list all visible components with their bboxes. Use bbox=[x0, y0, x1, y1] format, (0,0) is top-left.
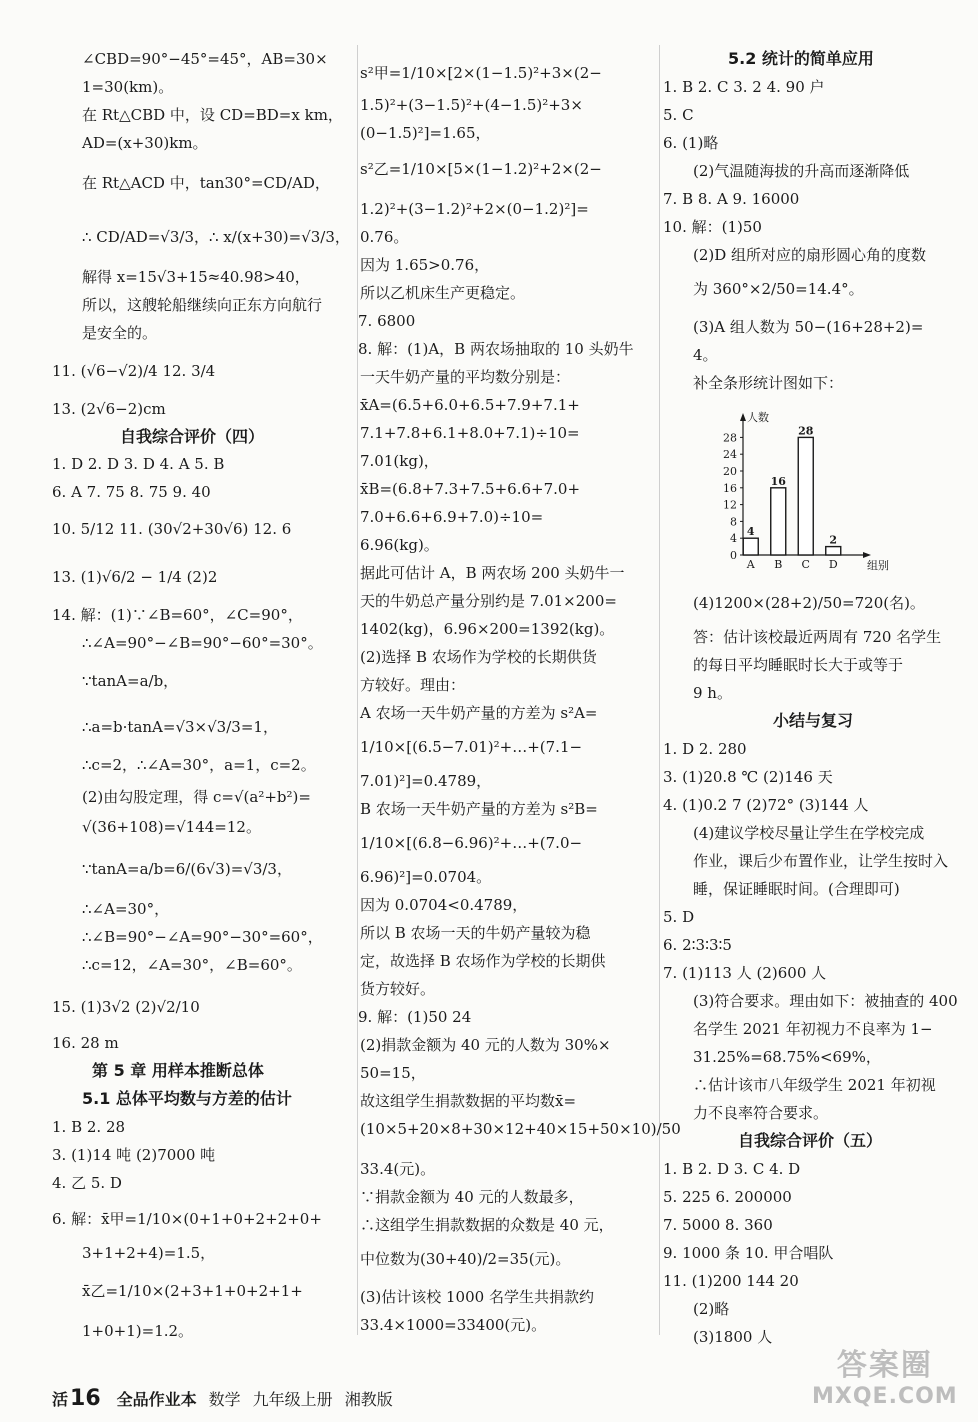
answer-line: ∵tanA=a/b， bbox=[82, 672, 179, 690]
x-tick-label: D bbox=[828, 558, 838, 571]
answer-line: 定，故选择 B 农场作为学校的长期供 bbox=[360, 952, 606, 970]
subject: 数学 bbox=[208, 1390, 241, 1409]
answer-line: ∴估计该市八年级学生 2021 年初视 bbox=[693, 1076, 936, 1094]
answer-line: 补全条形统计图如下： bbox=[693, 374, 844, 392]
answer-line: ∴c=2，∴∠A=30°，a=1，c=2。 bbox=[82, 756, 316, 774]
answer-line: 4. 乙 5. D bbox=[52, 1174, 122, 1192]
answer-line: ∴∠A=30°， bbox=[82, 900, 170, 918]
answer-line: ∴这组学生捐款数据的众数是 40 元， bbox=[360, 1216, 614, 1234]
y-axis-label: 人数 bbox=[747, 411, 769, 424]
answer-line: 因为 0.0704<0.4789， bbox=[360, 896, 528, 914]
footer-prefix: 活 bbox=[52, 1390, 69, 1409]
column-divider-1 bbox=[357, 45, 358, 1335]
answer-line: 13. (2√6−2)cm bbox=[52, 400, 166, 418]
answer-line: 1=30(km)。 bbox=[82, 78, 174, 96]
answer-line: 10. 5/12 11. (30√2+30√6) 12. 6 bbox=[52, 520, 292, 538]
watermark-url: MXQE.COM bbox=[812, 1384, 958, 1409]
answer-line: 名学生 2021 年初视力不良率为 1− bbox=[693, 1020, 933, 1038]
answer-line: 所以乙机床生产更稳定。 bbox=[360, 284, 526, 302]
y-tick-label: 28 bbox=[723, 431, 737, 445]
answer-line: s²甲=1/10×[2×(1−1.5)²+3×(2− bbox=[360, 64, 602, 82]
answer-line: ∴ CD/AD=√3/3，∴ x/(x+30)=√3/3， bbox=[82, 228, 350, 246]
answer-line: 1/10×[(6.5−7.01)²+…+(7.1− bbox=[360, 738, 583, 756]
answer-line: 10. 解：(1)50 bbox=[663, 218, 762, 236]
answer-line: 6.96(kg)。 bbox=[360, 536, 439, 554]
page-number: 16 bbox=[70, 1386, 101, 1411]
answer-line: 6. 解：x̄甲=1/10×(0+1+0+2+2+0+ bbox=[52, 1210, 322, 1228]
bar-C bbox=[798, 437, 813, 555]
y-tick-label: 12 bbox=[723, 498, 737, 512]
bar-value-label: 16 bbox=[770, 474, 786, 488]
answer-line: x̄B=(6.8+7.3+7.5+6.6+7.0+ bbox=[360, 480, 581, 498]
answer-line: 33.4(元)。 bbox=[360, 1160, 436, 1178]
answer-line: (2)略 bbox=[693, 1300, 730, 1318]
answer-line: (2)气温随海拔的升高而逐渐降低 bbox=[693, 162, 910, 180]
answer-line: (3)A 组人数为 50−(16+28+2)= bbox=[693, 318, 924, 336]
answer-line: (4)建议学校尽量让学生在学校完成 bbox=[693, 824, 925, 842]
book-title: 全品作业本 bbox=[116, 1390, 197, 1409]
answer-line: ∠CBD=90°−45°=45°，AB=30× bbox=[82, 50, 328, 68]
answer-line: 在 Rt△ACD 中，tan30°=CD/AD， bbox=[82, 174, 330, 192]
answer-line: 5. D bbox=[663, 908, 695, 926]
answer-line: A 农场一天牛奶产量的方差为 s²A= bbox=[360, 704, 598, 722]
answer-line: 因为 1.65>0.76， bbox=[360, 256, 490, 274]
answer-line: 中位数为(30+40)/2=35(元)。 bbox=[360, 1250, 571, 1268]
answer-line: ∵tanA=a/b=6/(6√3)=√3/3， bbox=[82, 860, 292, 878]
answer-line: 5. 225 6. 200000 bbox=[663, 1188, 792, 1206]
answer-line: 6. A 7. 75 8. 75 9. 40 bbox=[52, 483, 211, 501]
y-tick-label: 24 bbox=[723, 448, 737, 462]
answer-line: 1. D 2. 280 bbox=[663, 740, 747, 758]
answer-line: 据此可估计 A，B 两农场 200 头奶牛一 bbox=[360, 564, 625, 582]
x-tick-label: A bbox=[746, 558, 755, 571]
bar-A bbox=[743, 538, 758, 555]
answer-line: 7.1+7.8+6.1+8.0+7.1)÷10= bbox=[360, 424, 580, 442]
grade: 九年级上册 bbox=[252, 1390, 333, 1409]
bar-chart bbox=[703, 405, 889, 580]
answer-line: 3+1+2+4)=1.5， bbox=[82, 1244, 216, 1262]
y-tick-label: 16 bbox=[723, 481, 737, 495]
footer bbox=[52, 1386, 393, 1411]
answer-line: (3)估计该校 1000 名学生共捐款约 bbox=[360, 1288, 594, 1306]
answer-line: 1. D 2. D 3. D 4. A 5. B bbox=[52, 455, 225, 473]
bar-B bbox=[771, 488, 786, 555]
answer-line: 9 h。 bbox=[693, 684, 732, 702]
answer-line: 1.5)²+(3−1.5)²+(4−1.5)²+3× bbox=[360, 96, 583, 114]
answer-line: 作业，课后少布置作业，让学生按时入 bbox=[693, 852, 949, 870]
answer-line: 1/10×[(6.8−6.96)²+…+(7.0− bbox=[360, 834, 583, 852]
answer-line: 5. C bbox=[663, 106, 694, 124]
answer-line: √(36+108)=√144=12。 bbox=[82, 818, 261, 836]
x-tick-label: B bbox=[774, 558, 783, 571]
answer-line: 4。 bbox=[693, 346, 718, 364]
answer-line: 7.01)²]=0.4789， bbox=[360, 772, 492, 790]
answer-line: 7. B 8. A 9. 16000 bbox=[663, 190, 800, 208]
answer-line: 为 360°×2/50=14.4°。 bbox=[693, 280, 864, 298]
y-axis-arrow bbox=[740, 413, 746, 421]
answer-line: 13. (1)√6/2 − 1/4 (2)2 bbox=[52, 568, 218, 586]
answer-line: ∴∠B=90°−∠A=90°−30°=60°， bbox=[82, 928, 323, 946]
answer-line: 的每日平均睡眠时长大于或等于 bbox=[693, 656, 904, 674]
answer-line: 50=15， bbox=[360, 1064, 426, 1082]
bar-value-label: 4 bbox=[746, 525, 755, 539]
watermark-logo bbox=[812, 1340, 958, 1409]
answer-line: (2)D 组所对应的扇形圆心角的度数 bbox=[693, 246, 927, 264]
answer-line: 7. (1)113 人 (2)600 人 bbox=[663, 964, 827, 982]
answer-line: 在 Rt△CBD 中，设 CD=BD=x km， bbox=[82, 106, 343, 124]
answer-line: 7. 6800 bbox=[358, 312, 416, 330]
answer-line: s²乙=1/10×[5×(1−1.2)²+2×(2− bbox=[360, 160, 602, 178]
answer-line: 1.2)²+(3−1.2)²+2×(0−1.2)²]= bbox=[360, 200, 589, 218]
answer-line: (2)捐款金额为 40 元的人数为 30%× bbox=[360, 1036, 611, 1054]
answer-line: 解得 x=15√3+15≈40.98>40， bbox=[82, 268, 310, 286]
answer-line: 31.25%=68.75%<69%， bbox=[693, 1048, 881, 1066]
x-axis-label: 组别 bbox=[867, 559, 889, 572]
answer-line: 9. 解：(1)50 24 bbox=[358, 1008, 472, 1026]
answer-line: (0−1.5)²]=1.65， bbox=[360, 124, 491, 142]
answer-line: 睡，保证睡眠时间。(合理即可) bbox=[693, 880, 900, 898]
answer-line: 11. (√6−√2)/4 12. 3/4 bbox=[52, 362, 216, 380]
answer-line: 15. (1)3√2 (2)√2/10 bbox=[52, 998, 200, 1016]
answer-line: 所以 B 农场一天的牛奶产量较为稳 bbox=[360, 924, 591, 942]
y-tick-label: 20 bbox=[723, 465, 737, 478]
answer-line: 故这组学生捐款数据的平均数x̄= bbox=[360, 1092, 577, 1110]
section-heading: 5.1 总体平均数与方差的估计 bbox=[82, 1089, 292, 1108]
answer-line: ∵捐款金额为 40 元的人数最多， bbox=[360, 1188, 584, 1206]
answer-line: 11. (1)200 144 20 bbox=[663, 1272, 799, 1290]
y-tick-label: 0 bbox=[730, 549, 737, 562]
answer-line: ∴∠A=90°−∠B=90°−60°=30°。 bbox=[82, 634, 323, 652]
x-tick-label: C bbox=[801, 558, 810, 571]
section-heading: 第 5 章 用样本推断总体 bbox=[92, 1061, 264, 1080]
bar-value-label: 2 bbox=[829, 533, 838, 547]
answer-line: 3. (1)14 吨 (2)7000 吨 bbox=[52, 1146, 216, 1164]
answer-line: 天的牛奶总产量分别约是 7.01×200= bbox=[360, 592, 617, 610]
bar-D bbox=[826, 547, 841, 555]
answer-line: 0.76。 bbox=[360, 228, 409, 246]
answer-line: 6. (1)略 bbox=[663, 134, 719, 152]
answer-line: 16. 28 m bbox=[52, 1034, 119, 1052]
answer-line: 33.4×1000=33400(元)。 bbox=[360, 1316, 547, 1334]
y-tick-label: 4 bbox=[730, 532, 737, 546]
answer-line: 9. 1000 条 10. 甲合唱队 bbox=[663, 1244, 834, 1262]
answer-line: B 农场一天牛奶产量的方差为 s²B= bbox=[360, 800, 598, 818]
answer-line: 6.96)²]=0.0704。 bbox=[360, 868, 492, 886]
answer-line: 是安全的。 bbox=[82, 324, 158, 342]
answer-line: 1. B 2. 28 bbox=[52, 1118, 126, 1136]
answer-line: x̄乙=1/10×(2+3+1+0+2+1+ bbox=[82, 1282, 303, 1300]
answer-line: 6. 2∶3∶3∶5 bbox=[663, 936, 732, 954]
answer-line: 3. (1)20.8 ℃ (2)146 天 bbox=[663, 768, 833, 786]
answer-line: 7. 5000 8. 360 bbox=[663, 1216, 773, 1234]
answer-line: (2)选择 B 农场作为学校的长期供货 bbox=[360, 648, 597, 666]
answer-line: 答：估计该校最近两周有 720 名学生 bbox=[693, 628, 942, 646]
column-divider-2 bbox=[659, 45, 660, 1335]
watermark-text: 答案圈 bbox=[836, 1348, 933, 1383]
answer-line: 货方较好。 bbox=[360, 980, 436, 998]
answer-line: x̄A=(6.5+6.0+6.5+7.9+7.1+ bbox=[360, 396, 580, 414]
section-heading: 自我综合评价（四） bbox=[120, 427, 265, 446]
answer-line: 所以，这艘轮船继续向正东方向航行 bbox=[82, 296, 323, 314]
x-axis-arrow bbox=[863, 552, 871, 558]
answer-line: ∴c=12，∠A=30°，∠B=60°。 bbox=[82, 956, 302, 974]
answer-line: 7.01(kg)， bbox=[360, 452, 439, 470]
y-tick-label: 8 bbox=[730, 515, 737, 529]
answer-line: 4. (1)0.2 7 (2)72° (3)144 人 bbox=[663, 796, 869, 814]
answer-line: 14. 解：(1)∵∠B=60°，∠C=90°， bbox=[52, 606, 303, 624]
answer-line: 力不良率符合要求。 bbox=[693, 1104, 829, 1122]
answer-line: ∴a=b·tanA=√3×√3/3=1， bbox=[82, 718, 278, 736]
answer-line: 7.0+6.6+6.9+7.0)÷10= bbox=[360, 508, 544, 526]
answer-line: AD=(x+30)km。 bbox=[82, 134, 208, 152]
answer-line: 1. B 2. C 3. 2 4. 90 户 bbox=[663, 78, 825, 96]
answer-line: 1402(kg)，6.96×200=1392(kg)。 bbox=[360, 620, 615, 638]
answer-line: 1+0+1)=1.2。 bbox=[82, 1322, 194, 1340]
edition: 湘教版 bbox=[344, 1390, 393, 1409]
answer-line: 8. 解：(1)A，B 两农场抽取的 10 头奶牛 bbox=[358, 340, 634, 358]
section-heading: 5.2 统计的简单应用 bbox=[728, 49, 874, 68]
answer-line: (10×5+20×8+30×12+40×15+50×10)/50 bbox=[360, 1120, 681, 1138]
answer-line: (2)由勾股定理，得 c=√(a²+b²)= bbox=[82, 788, 311, 806]
bar-value-label: 28 bbox=[798, 424, 814, 438]
answer-line: (3)符合要求。理由如下：被抽查的 400 bbox=[693, 992, 958, 1010]
answer-line: 一天牛奶产量的平均数分别是： bbox=[360, 368, 571, 386]
section-heading: 小结与复习 bbox=[773, 711, 854, 730]
answer-line: 1. B 2. D 3. C 4. D bbox=[663, 1160, 801, 1178]
section-heading: 自我综合评价（五） bbox=[738, 1131, 883, 1150]
answer-line: (3)1800 人 bbox=[693, 1328, 773, 1346]
answer-line: 方较好。理由： bbox=[360, 676, 466, 694]
answer-line: (4)1200×(28+2)/50=720(名)。 bbox=[693, 594, 925, 612]
